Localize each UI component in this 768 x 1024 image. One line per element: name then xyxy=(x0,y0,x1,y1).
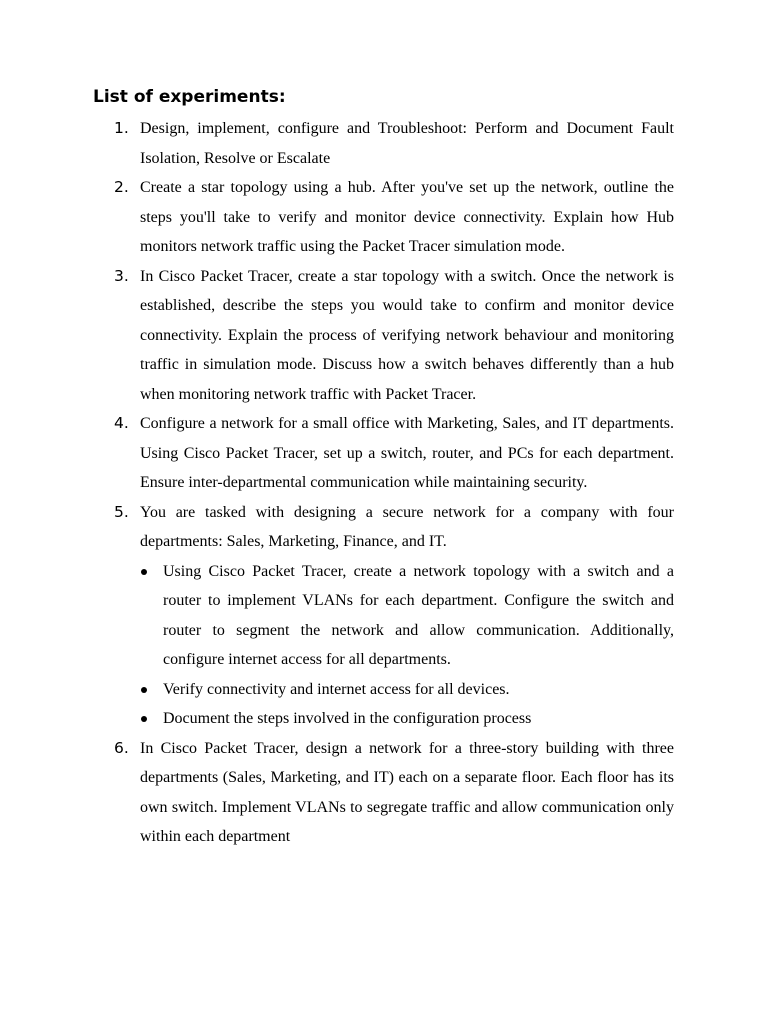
experiment-sublist xyxy=(140,557,674,734)
sub-item xyxy=(140,704,674,734)
sub-item-text: Document the steps involved in the configuration process xyxy=(163,710,532,727)
experiment-item-2 xyxy=(0,173,674,262)
sub-item xyxy=(140,557,674,675)
sub-item-text: Using Cisco Packet Tracer, create a network topology with a switch and a router to implement VLANs for each department. Configure the switch and router to segment the network and allow communication. Additionally, configure internet access for all departments. xyxy=(163,562,674,668)
list-heading: List of experiments: xyxy=(93,87,286,107)
experiment-item-6 xyxy=(0,734,674,852)
sub-item-text: Verify connectivity and internet access for all devices. xyxy=(163,680,510,698)
experiment-text: Configure a network for a small office with Marketing, Sales, and IT departments. Using Cisco Packet Tracer, set up a switch, router, and PCs for each department. Ensure inter-departmental communication while maintaining security. xyxy=(140,415,674,491)
experiment-number: 1. xyxy=(114,119,129,137)
bullet-icon xyxy=(141,687,147,693)
experiment-item-5 xyxy=(0,498,674,734)
experiment-number: 4. xyxy=(114,414,129,432)
experiment-text: You are tasked with designing a secure network for a company with four departments: Sales, Marketing, Finance, and IT. xyxy=(140,503,674,550)
experiment-item-3 xyxy=(0,262,674,410)
experiment-text: In Cisco Packet Tracer, design a network for a three-story building with three departments (Sales, Marketing, and IT) each on a separate floor. Each floor has its own switch. Implement VLANs to segregate traffic and allow communication only within each department xyxy=(140,739,674,845)
experiment-text: Design, implement, configure and Troubleshoot: Perform and Document Fault Isolation, Resolve or Escalate xyxy=(140,120,674,167)
experiment-number: 5. xyxy=(114,502,129,521)
experiment-item-1 xyxy=(0,114,674,173)
experiment-text: Create a star topology using a hub. After you've set up the network, outline the steps you'll take to verify and monitor device connectivity. Explain how Hub monitors network traffic using the Packet Tracer simulation mode. xyxy=(140,179,674,255)
experiment-list xyxy=(0,114,768,852)
bullet-icon xyxy=(141,716,147,722)
sub-item xyxy=(140,675,674,705)
experiment-text: In Cisco Packet Tracer, create a star topology with a switch. Once the network is established, describe the steps you would take to confirm and monitor device connectivity. Explain the process of verifying network behaviour and monitoring traffic in simulation mode. Discuss how a switch behaves differently than a hub when monitoring network traffic with Packet Tracer. xyxy=(140,267,674,403)
experiment-number: 6. xyxy=(114,738,129,757)
experiment-number: 2. xyxy=(114,178,129,196)
bullet-icon xyxy=(141,569,147,575)
experiment-item-4 xyxy=(0,409,674,498)
experiment-number: 3. xyxy=(114,266,129,285)
